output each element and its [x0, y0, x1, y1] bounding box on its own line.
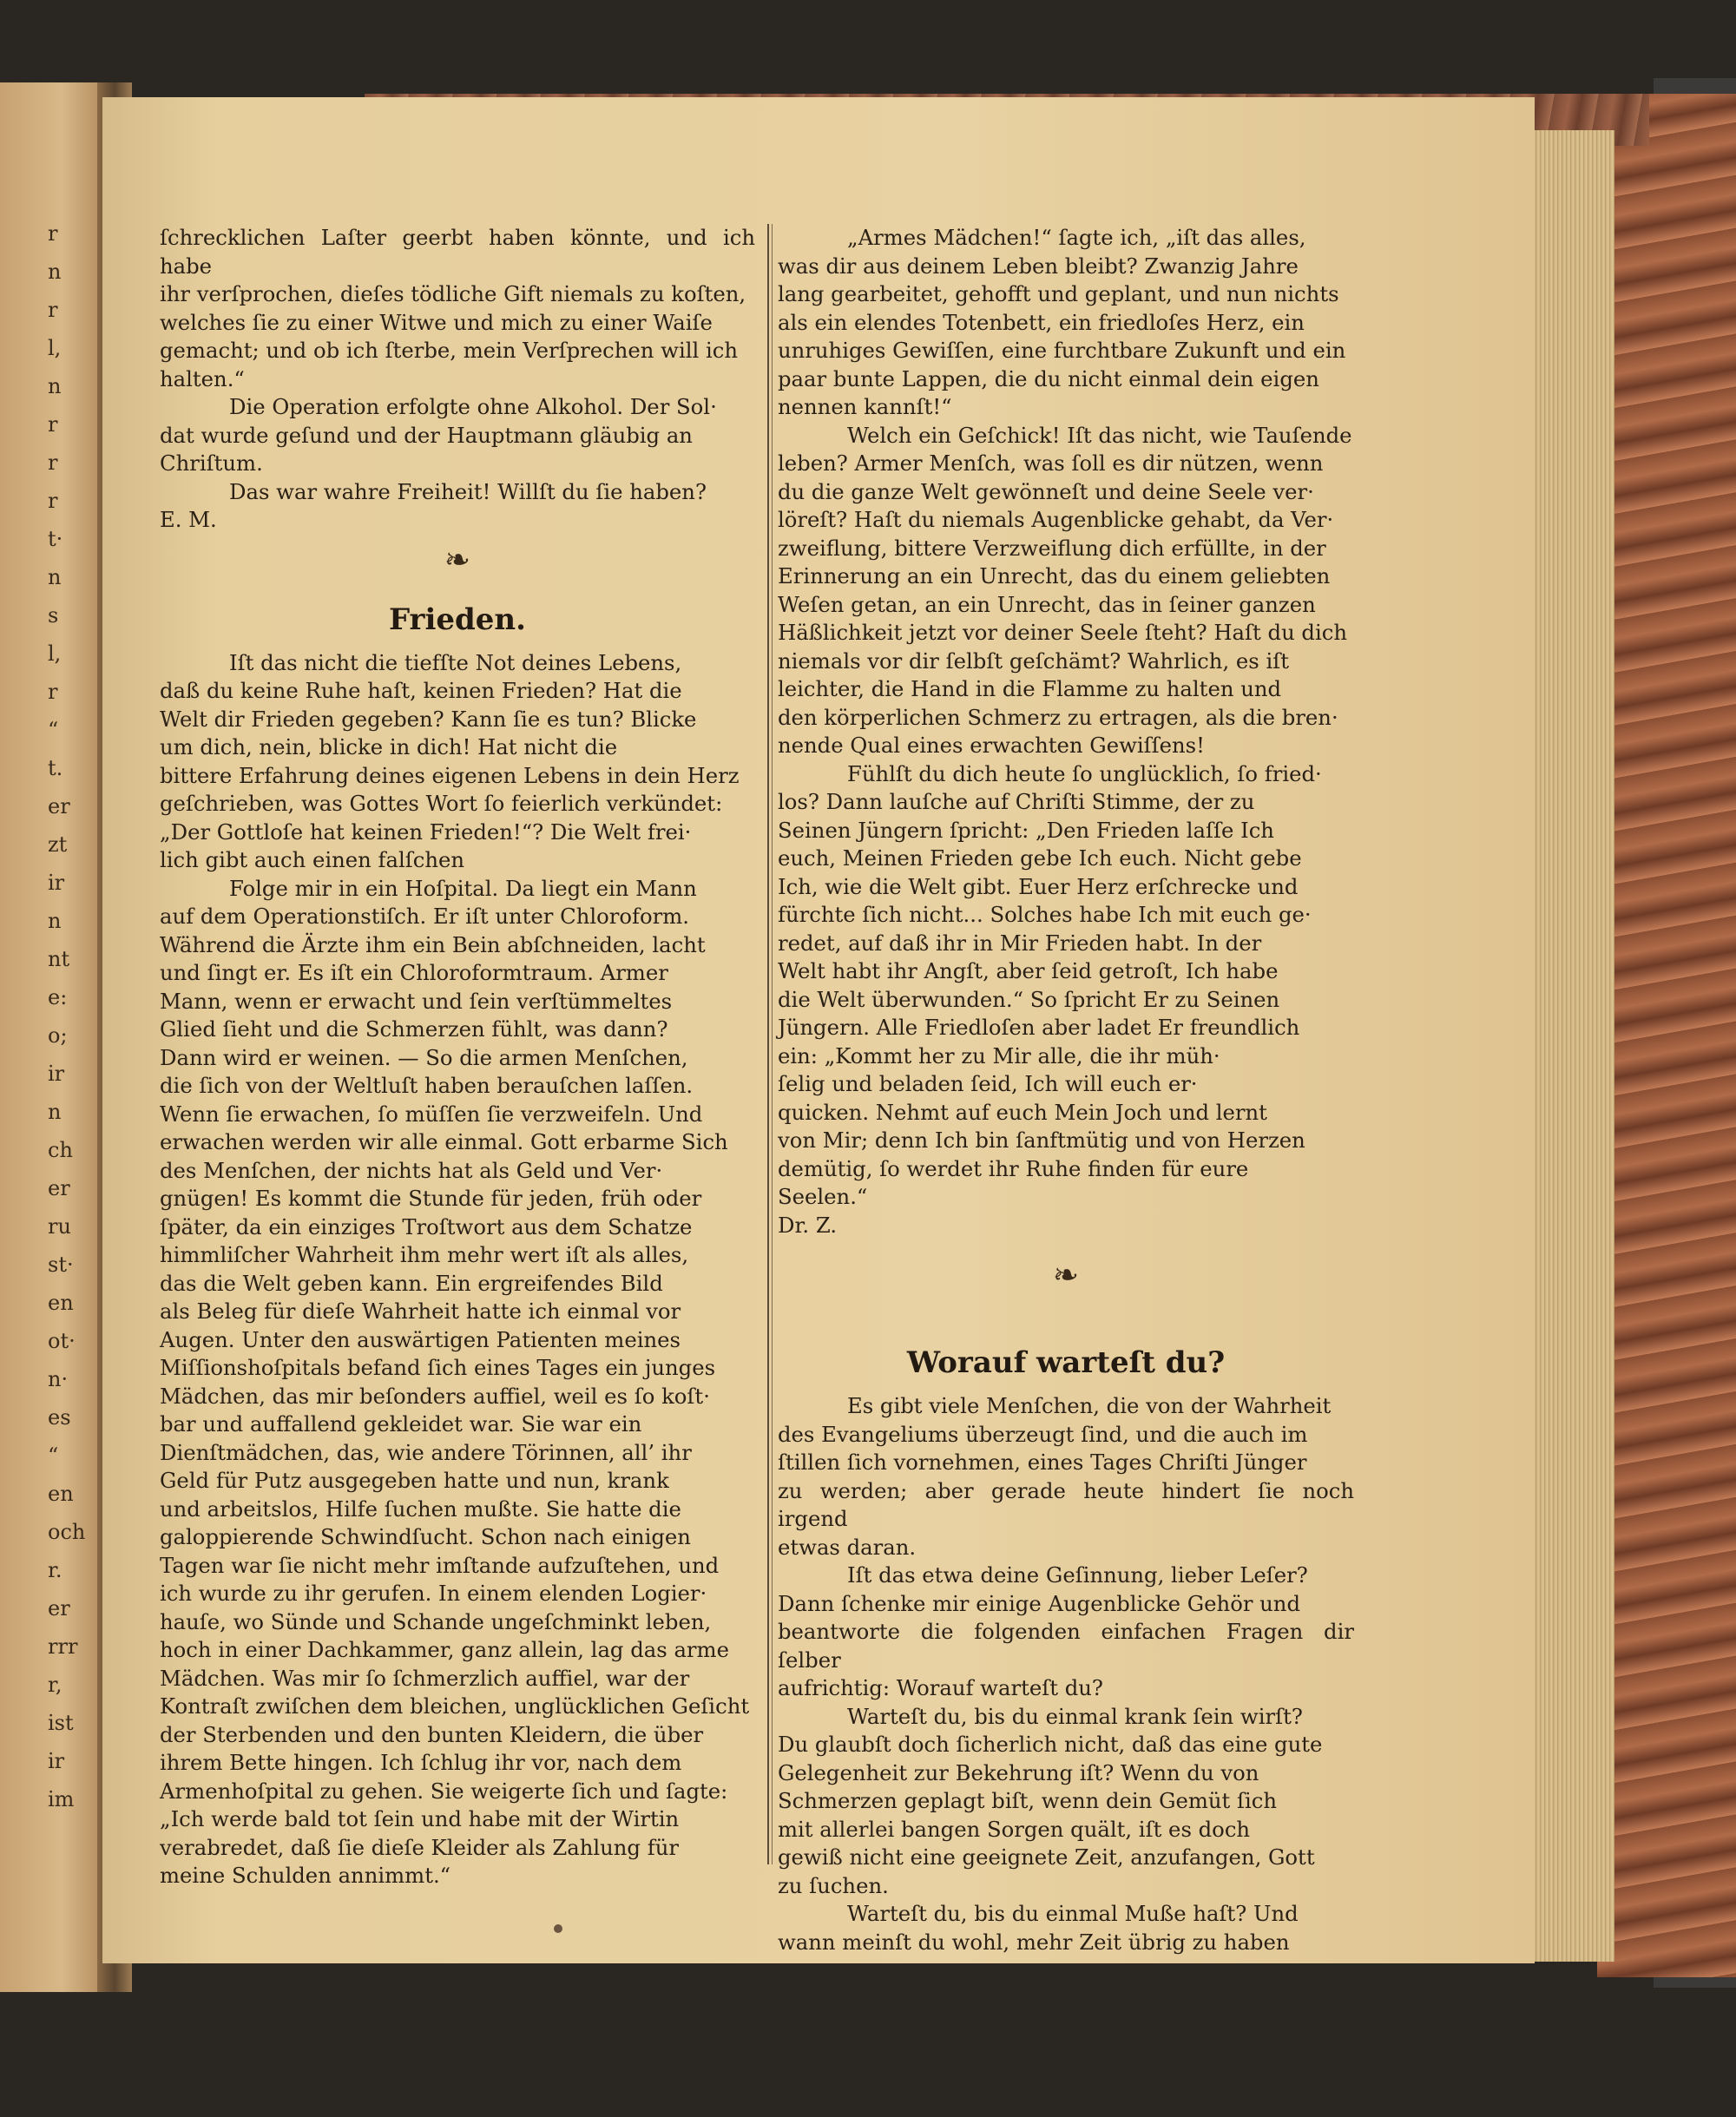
article-heading-frieden: Frieden. [389, 602, 526, 637]
left-column [160, 224, 755, 1890]
previous-page-fragment: n· [48, 1367, 69, 1391]
right-paragraph-6: Warteſt du, bis du einmal krank ſein wirſt? Du glaubſt doch ſicherlich nicht, daß das eine gute Gelegenheit zur Bekehrung iſt? Wenn du von Schmerzen geplagt biſt, wenn dein Gemüt ſich mit allerlei bangen Sorgen quält, iſt es doch gewiß nicht eine geeignete Zeit, anzufangen, Gott zu ſuchen. [778, 1703, 1323, 1898]
previous-page-fragment: s [48, 603, 59, 628]
previous-page-fragment: e: [48, 985, 68, 1009]
previous-page-fragment: r [48, 489, 58, 513]
right-paragraph-2: Welch ein Geſchick! Iſt das nicht, wie Tauſende leben? Armer Menſch, was ſoll es dir nützen, wenn du die ganze Welt gewönneſt und deine Seele ver· löreſt? Haſt du niemals Augenblicke gehabt, da Ver· zweiflung, bittere Verzweiflung dich erfüllte, in der Erinnerung an ein Unrecht, das du einem geliebten Weſen getan, an ein Unrecht, das in ſeiner ganzen Häßlichkeit jetzt vor deiner Seele ſteht? Haſt du dich niemals vor dir ſelbſt geſchämt? Wahrlich, es iſt leichter, die Hand in die Flamme zu halten und den körperlichen Schmerz zu ertragen, als die bren· nende Qual eines erwachten Gewiſſens! [778, 422, 1352, 758]
previous-page-fragment: ir [48, 1749, 65, 1773]
ornament-icon: ❧ [444, 542, 471, 578]
previous-page-fragment: “ [48, 718, 59, 742]
previous-page-fragment: o; [48, 1023, 68, 1048]
previous-page-fragment: r [48, 298, 58, 322]
marbled-cover-right [1597, 94, 1736, 1977]
column-divider-inner [772, 224, 773, 1864]
right-column [778, 224, 1354, 1956]
previous-page-fragment: “ [48, 1443, 59, 1468]
previous-page-fragment: en [48, 1291, 74, 1315]
previous-page-fragment: och [48, 1520, 86, 1544]
ornament-icon: ❧ [1052, 1258, 1080, 1293]
article-heading-worauf: Worauf warteſt du? [906, 1345, 1226, 1380]
page-mark-dot [554, 1924, 562, 1933]
left-signature: E. M. [160, 507, 217, 532]
previous-page-fragment: ru [48, 1214, 71, 1239]
previous-page-fragment: ot· [48, 1329, 76, 1353]
previous-page-fragment: zt [48, 832, 68, 857]
previous-page-fragment: r [48, 450, 58, 475]
previous-page-text-fragments [48, 82, 86, 1992]
previous-page-fragment: n [48, 260, 62, 284]
previous-page-fragment: nt [48, 947, 70, 971]
left-paragraph-2: Die Operation erfolgte ohne Alkohol. Der Sol· dat wurde geſund und der Hauptmann gläubig an Chriſtum. [160, 394, 717, 476]
right-paragraph-1: „Armes Mädchen!“ ſagte ich, „iſt das alles, was dir aus deinem Leben bleibt? Zwanzig Jahre lang gearbeitet, gehofft und geplant, und nun nichts als ein elendes Totenbett, ein friedloſes Herz, ein unruhiges Gewiſſen, eine furchtbare Zukunft und ein paar bunte Lappen, die du nicht einmal dein eigen nennen kannſt!“ [778, 225, 1346, 419]
previous-page-fragment: n [48, 565, 62, 589]
previous-page-fragment: ir [48, 1062, 65, 1086]
previous-page-fragment: n [48, 1100, 62, 1124]
previous-page-fragment: l, [48, 641, 62, 666]
previous-page-fragment: r [48, 680, 58, 704]
previous-page-fragment: r [48, 221, 58, 246]
previous-page-fragment: t. [48, 756, 63, 780]
previous-page-fragment: t· [48, 527, 63, 551]
right-paragraph-4: Es gibt viele Menſchen, die von der Wahrheit des Evangeliums überzeugt ſind, und die auch im ſtillen ſich vornehmen, eines Tages Chriſti Jünger zu werden; aber gerade heute hindert ſie noch irgend etwas daran. [778, 1393, 1354, 1560]
right-paragraph-7: Warteſt du, bis du einmal Muße haſt? Und wann meinſt du wohl, mehr Zeit übrig zu haben [778, 1901, 1299, 1955]
previous-page-fragment: ir [48, 871, 65, 895]
previous-page-fragment: st· [48, 1252, 74, 1277]
previous-page-fragment: ist [48, 1711, 74, 1735]
right-signature: Dr. Z. [778, 1212, 838, 1238]
right-paragraph-3: Fühlſt du dich heute ſo unglücklich, ſo fried· los? Dann lauſche auf Chriſti Stimme, der zu Seinen Jüngern ſpricht: „Den Frieden laſſe Ich euch, Meinen Frieden gebe Ich euch. Nicht gebe Ich, wie die Welt gibt. Euer Herz erſchrecke und fürchte ſich nicht... Solches habe Ich mit euch ge· redet, auf daß ihr in Mir Frieden habt. In der Welt habt ihr Angſt, aber ſeid getroſt, Ich habe die Welt überwunden.“ So ſpricht Er zu Seinen Jüngern. Alle Friedloſen aber ladet Er freundlich ein: „Kommt her zu Mir alle, die ihr müh· ſelig und beladen ſeid, Ich will euch er· quicken. Nehmt auf euch Mein Joch und lernt von Mir; denn Ich bin ſanftmütig und von Herzen demütig, ſo werdet ihr Ruhe finden für eure Seelen.“ [778, 760, 1322, 1209]
previous-page-fragment: n [48, 909, 62, 933]
previous-page-fragment: ch [48, 1138, 73, 1162]
left-paragraph-5: Folge mir in ein Hoſpital. Da liegt ein Mann auf dem Operationstiſch. Er iſt unter Chloroform. Während die Ärzte ihm ein Bein abſchneiden, lacht und ſingt er. Es iſt ein Chloroformtraum. Armer Mann, wenn er erwacht und ſein verſtümmeltes Glied ſieht und die Schmerzen fühlt, was dann? Dann wird er weinen. — So die armen Menſchen, die ſich von der Weltluſt haben berauſchen laſſen. Wenn ſie erwachen, ſo müſſen ſie verzweifeln. Und erwachen werden wir alle einmal. Gott erbarme Sich des Menſchen, der nichts hat als Geld und Ver· gnügen! Es kommt die Stunde für jeden, früh oder ſpäter, da ein einziges Troſtwort aus dem Schatze himmliſcher Wahrheit ihm mehr wert iſt als alles, das die Welt geben kann. Ein ergreifendes Bild als Beleg für dieſe Wahrheit hatte ich einmal vor Augen. Unter den auswärtigen Patienten meines Miſſionshoſpitals befand ſich eines Tages ein junges Mädchen, das mir beſonders auffiel, weil es ſo koſt· bar und auffallend gekleidet war. Sie war ein Dienſtmädchen, das, wie andere Törinnen, all’ ihr Geld für Putz ausgegeben hatte und nun, krank und arbeitslos, Hilfe ſuchen mußte. Sie hatte die galoppierende Schwindſucht. Schon nach einigen Tagen war ſie nicht mehr imſtande aufzuſtehen, und ich wurde zu ihr gerufen. In einem elenden Logier· hauſe, wo Sünde und Schande ungeſchminkt leben, hoch in einer Dachkammer, ganz allein, lag das arme Mädchen. Was mir ſo ſchmerzlich auffiel, war der Kontraſt zwiſchen dem bleichen, unglücklichen Geſicht der Sterbenden und den bunten Kleidern, die über ihrem Bette hingen. Ich ſchlug ihr vor, nach dem Armenhoſpital zu gehen. Sie weigerte ſich und ſagte: „Ich werde bald tot ſein und habe mit der Wirtin verabredet, daß ſie dieſe Kleider als Zahlung für meine Schulden annimmt.“ [160, 875, 750, 1888]
previous-page-fragment: l, [48, 336, 62, 360]
previous-page-edge [0, 82, 102, 1992]
left-paragraph-1: ſchrecklichen Laſter geerbt haben könnte, und ich habe ihr verſprochen, dieſes tödliche Gift niemals zu koſten, welches ſie zu einer Witwe und mich zu einer Waiſe gemacht; und ob ich ſterbe, mein Verſprechen will ich halten.“ [160, 225, 755, 391]
previous-page-fragment: r. [48, 1558, 62, 1582]
left-paragraph-3: Das war wahre Freiheit! Willſt du ſie haben? [229, 478, 707, 504]
previous-page-fragment: en [48, 1482, 74, 1506]
right-paragraph-5: Iſt das etwa deine Geſinnung, lieber Leſer? Dann ſchenke mir einige Augenblicke Gehör und beantworte die folgenden einfachen Fragen dir ſelber aufrichtig: Worauf warteſt du? [778, 1562, 1354, 1700]
column-divider [767, 224, 769, 1864]
left-paragraph-4: Iſt das nicht die tiefſte Not deines Lebens, daß du keine Ruhe haſt, keinen Frieden? Hat die Welt dir Frieden gegeben? Kann ſie es tun? Blicke um dich, nein, blicke in dich! Hat nicht die bittere Erfahrung deines eigenen Lebens in dein Herz geſchrieben, was Gottes Wort ſo feierlich verkündet: „Der Gottloſe hat keinen Frieden!“? Die Welt frei· lich gibt auch einen falſchen [160, 649, 740, 872]
previous-page-fragment: r, [48, 1673, 62, 1697]
previous-page-fragment: er [48, 1596, 70, 1621]
previous-page-fragment: er [48, 1176, 70, 1200]
previous-page-fragment: er [48, 794, 70, 819]
previous-page-fragment: rrr [48, 1634, 78, 1659]
previous-page-fragment: n [48, 374, 62, 398]
previous-page-fragment: r [48, 412, 58, 437]
previous-page-fragment: es [48, 1405, 71, 1430]
previous-page-fragment: im [48, 1787, 75, 1811]
